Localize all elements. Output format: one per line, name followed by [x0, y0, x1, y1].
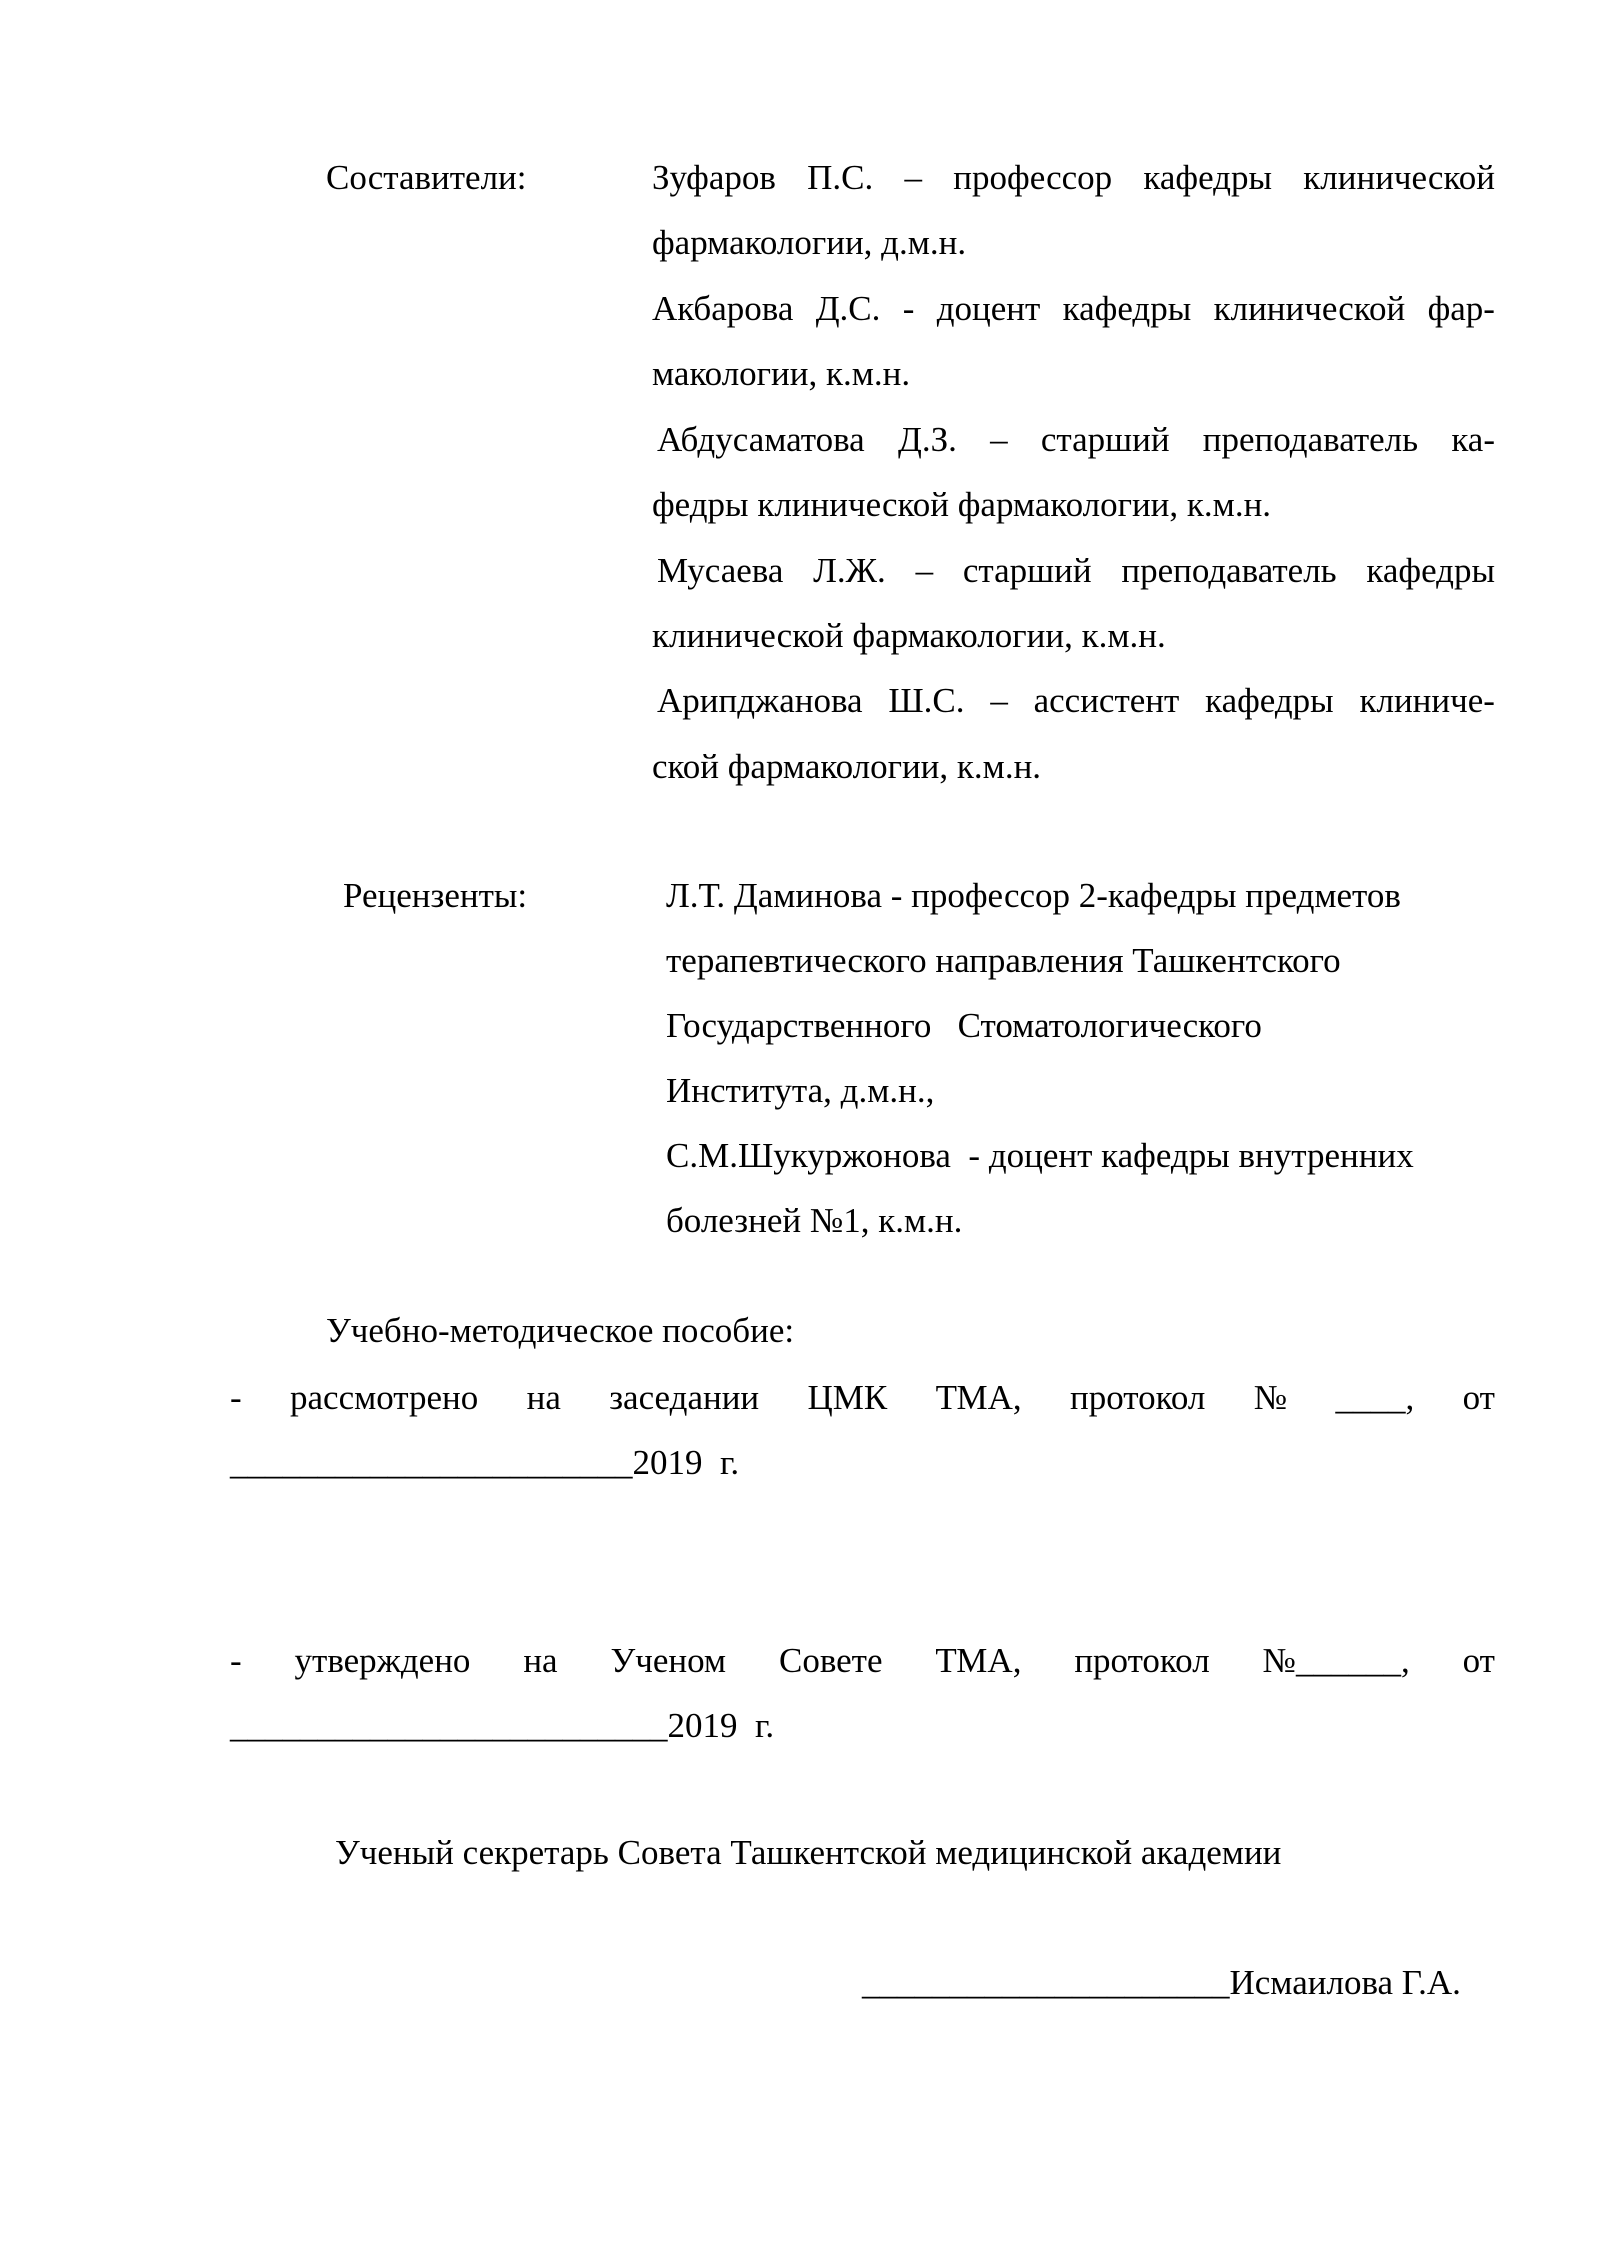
secretary-title: Ученый секретарь Совета Ташкентской медицинской академии	[335, 1833, 1282, 1872]
word: ассистент	[1033, 681, 1180, 720]
approval-heading: Учебно-методическое пособие:	[326, 1311, 795, 1350]
word: фар-	[1427, 289, 1495, 328]
word: Д.З.	[897, 420, 957, 459]
word: Абдусаматова	[657, 420, 865, 459]
word: –	[915, 551, 934, 590]
word: Мусаева	[657, 551, 784, 590]
compiler-5-line-2: ской фармакологии, к.м.н.	[652, 747, 1042, 786]
word: кафедры	[1205, 681, 1334, 720]
word: №	[1253, 1378, 1288, 1417]
word: №______,	[1262, 1641, 1410, 1680]
reviewer-line-6: болезней №1, к.м.н.	[666, 1201, 963, 1240]
reviewer-line-3: Государственного Стоматологического	[666, 1006, 1262, 1045]
word: П.С.	[807, 158, 874, 197]
word: –	[990, 681, 1008, 720]
word: заседании	[609, 1378, 760, 1417]
word: кафедры	[1143, 158, 1273, 197]
word: ТМА,	[935, 1641, 1022, 1680]
word: ЦМК	[807, 1378, 888, 1417]
compiler-4-line-1	[657, 553, 1495, 588]
word: ____,	[1335, 1378, 1415, 1417]
word: кафедры	[1062, 289, 1192, 328]
secretary-signature: _____________________Исмаилова Г.А.	[862, 1963, 1461, 2002]
word: утверждено	[294, 1641, 471, 1680]
approval-reviewed-date: _______________________2019 г.	[230, 1443, 740, 1482]
word: доцент	[936, 289, 1041, 328]
word: ка-	[1451, 420, 1495, 459]
word: на	[523, 1641, 558, 1680]
reviewer-line-5: С.М.Шукуржонова - доцент кафедры внутренних	[666, 1136, 1414, 1175]
word: Л.Ж.	[813, 551, 886, 590]
compiler-4-line-2: клинической фармакологии, к.м.н.	[652, 616, 1166, 655]
word: старший	[1040, 420, 1170, 459]
word: Ш.С.	[888, 681, 965, 720]
word: протокол	[1074, 1641, 1210, 1680]
word: преподаватель	[1121, 551, 1337, 590]
word: клинической	[1303, 158, 1495, 197]
approval-reviewed-line	[230, 1380, 1495, 1415]
word: старший	[962, 551, 1092, 590]
word: рассмотрено	[290, 1378, 479, 1417]
word: –	[990, 420, 1008, 459]
word: Зуфаров	[652, 158, 776, 197]
word: ТМА,	[935, 1378, 1022, 1417]
word: клинической	[1213, 289, 1406, 328]
compiler-1-line-1	[652, 160, 1495, 195]
word: Арипджанова	[657, 681, 863, 720]
compiler-3-line-1	[657, 422, 1495, 457]
word: Акбарова	[652, 289, 794, 328]
word: Д.С.	[815, 289, 881, 328]
word: Ученом	[610, 1641, 727, 1680]
approval-approved-line	[230, 1643, 1495, 1678]
word: от	[1462, 1641, 1495, 1680]
word: -	[902, 289, 915, 328]
word: протокол	[1070, 1378, 1206, 1417]
word: клиниче-	[1359, 681, 1495, 720]
word: преподаватель	[1202, 420, 1419, 459]
word: -	[230, 1378, 242, 1417]
compiler-2-line-1	[652, 291, 1495, 326]
word: от	[1462, 1378, 1495, 1417]
reviewer-line-2: терапевтического направления Ташкентского	[666, 941, 1341, 980]
compiler-5-line-1	[657, 683, 1495, 718]
compiler-3-line-2: федры клинической фармакологии, к.м.н.	[652, 485, 1272, 524]
word: Совете	[778, 1641, 883, 1680]
compiler-2-line-2: макологии, к.м.н.	[652, 354, 911, 393]
reviewer-line-1: Л.Т. Даминова - профессор 2-кафедры предметов	[666, 876, 1401, 915]
compiler-1-line-2: фармакологии, д.м.н.	[652, 223, 967, 262]
word: кафедры	[1366, 551, 1495, 590]
word: профессор	[953, 158, 1113, 197]
compilers-label: Составители:	[326, 158, 527, 197]
reviewer-line-4: Института, д.м.н.,	[666, 1071, 935, 1110]
approval-approved-date: _________________________2019 г.	[230, 1706, 775, 1745]
word: на	[526, 1378, 561, 1417]
word: –	[904, 158, 923, 197]
word: -	[230, 1641, 242, 1680]
reviewers-label: Рецензенты:	[343, 876, 528, 915]
